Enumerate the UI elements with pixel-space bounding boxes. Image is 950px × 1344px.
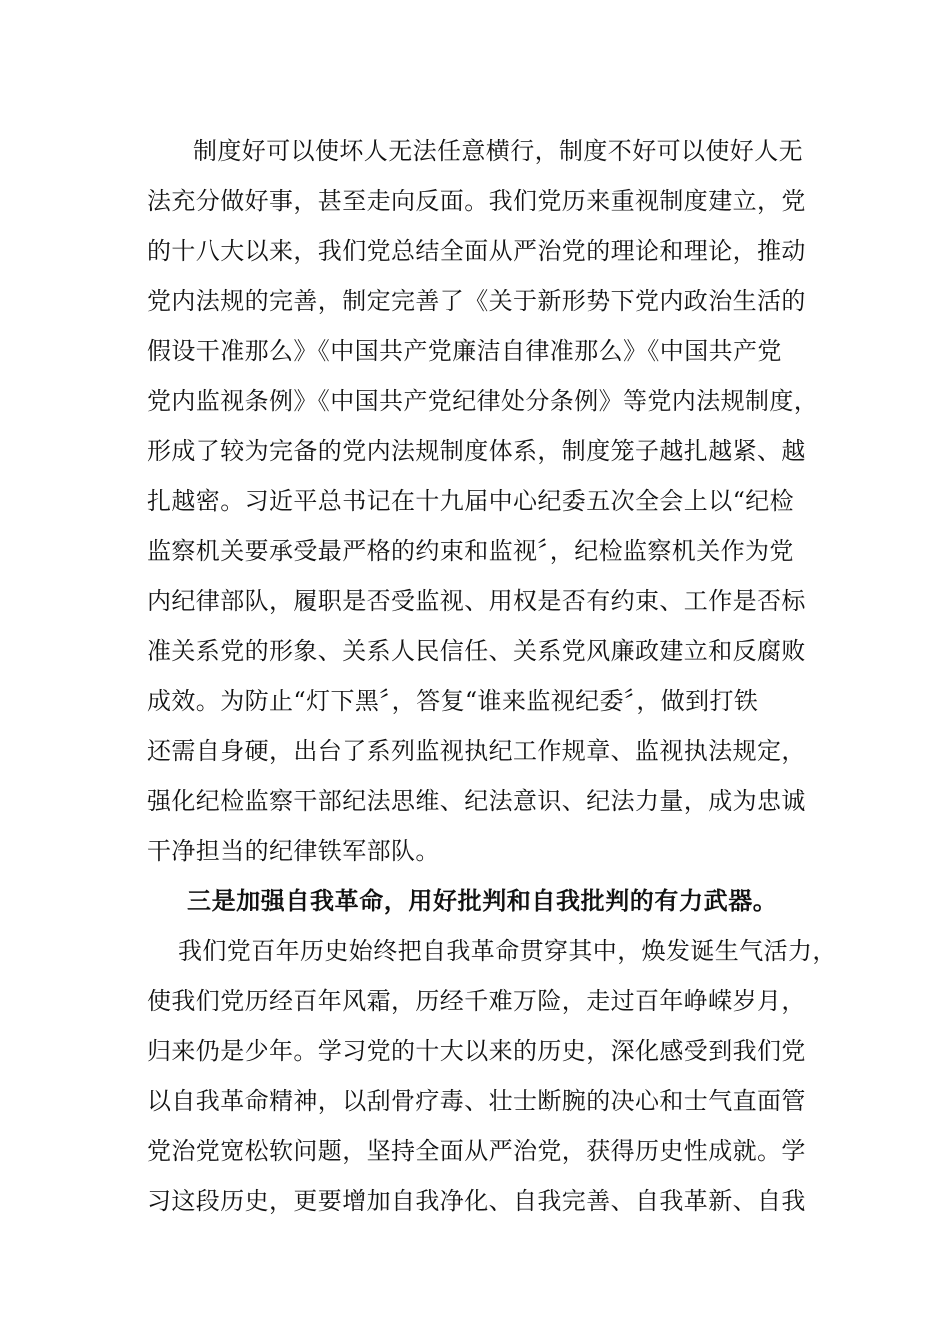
paragraph-2-line-6: 习这段历史，更要增加自我净化、自我完善、自我革新、自我: [147, 1187, 806, 1215]
paragraph-1-line-8: 扎越密。习近平总书记在十九届中心纪委五次全会上以“纪检: [147, 487, 795, 515]
paragraph-2-line-2: 使我们党历经百年风霜，历经千难万险，走过百年峥嵘岁月，: [147, 987, 806, 1015]
paragraph-1-line-10: 内纪律部队，履职是否受监视、用权是否有约束、工作是否标: [147, 587, 806, 615]
paragraph-1-line-15: 干净担当的纪律铁军部队。: [147, 837, 440, 865]
paragraph-1-line-4: 党内法规的完善，制定完善了《关于新形势下党内政治生活的: [147, 287, 806, 315]
paragraph-1-line-5: 假设干准那么》《中国共产党廉洁自律准那么》《中国共产党: [147, 337, 782, 365]
paragraph-1-line-3: 的十八大以来，我们党总结全面从严治党的理论和理论，推动: [147, 237, 806, 265]
paragraph-2-line-4: 以自我革命精神，以刮骨疗毒、壮士断腕的决心和士气直面管: [147, 1087, 806, 1115]
paragraph-1-line-7: 形成了较为完备的党内法规制度体系，制度笼子越扎越紧、越: [147, 437, 806, 465]
paragraph-1-line-6: 党内监视条例》《中国共产党纪律处分条例》等党内法规制度，: [147, 387, 819, 415]
paragraph-2-line-5: 党治党宽松软问题，坚持全面从严治党，获得历史性成就。学: [147, 1137, 806, 1165]
paragraph-1-line-13: 还需自身硬，出台了系列监视执纪工作规章、监视执法规定，: [147, 737, 806, 765]
paragraph-1-line-12: 成效。为防止“灯下黑〞，答复“谁来监视纪委〞，做到打铁: [147, 687, 759, 715]
paragraph-1-line-9: 监察机关要承受最严格的约束和监视〞，纪检监察机关作为党: [147, 537, 794, 565]
paragraph-1-line-2: 法充分做好事，甚至走向反面。我们党历来重视制度建立，党: [147, 187, 806, 215]
paragraph-2-line-1: 我们党百年历史始终把自我革命贯穿其中，焕发诞生气活力，: [178, 937, 837, 965]
paragraph-2-line-3: 归来仍是少年。学习党的十大以来的历史，深化感受到我们党: [147, 1037, 806, 1065]
paragraph-1-line-1: 制度好可以使坏人无法任意横行，制度不好可以使好人无: [193, 137, 803, 165]
section-heading: 三是加强自我革命，用好批判和自我批判的有力武器。: [187, 886, 778, 915]
paragraph-1-line-11: 准关系党的形象、关系人民信任、关系党风廉政建立和反腐败: [147, 637, 806, 665]
paragraph-1-line-14: 强化纪检监察干部纪法思维、纪法意识、纪法力量，成为忠诚: [147, 787, 806, 815]
